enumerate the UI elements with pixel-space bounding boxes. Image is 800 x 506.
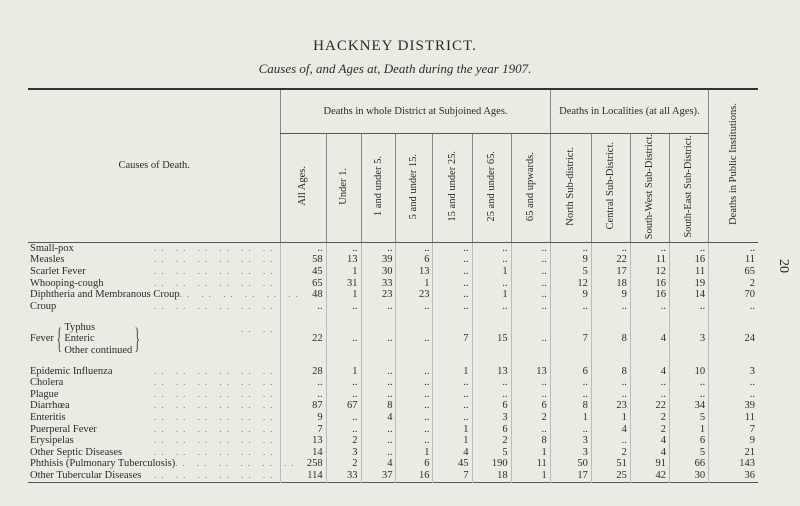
value-cell: .. <box>396 366 433 378</box>
value-cell: 39 <box>361 254 396 266</box>
value-cell: 4 <box>361 458 396 470</box>
value-cell: .. <box>550 424 591 436</box>
header-locality-col: Central Sub-District. <box>591 133 630 242</box>
value-cell: 6 <box>511 400 550 412</box>
value-cell: .. <box>511 389 550 401</box>
header-age-col: 25 and under 65. <box>472 133 511 242</box>
value-cell: 2 <box>326 458 361 470</box>
value-cell <box>472 312 511 324</box>
value-cell: .. <box>433 389 472 401</box>
value-cell: 17 <box>591 266 630 278</box>
value-cell: 3 <box>550 435 591 447</box>
value-cell: 2 <box>511 412 550 424</box>
value-cell: 2 <box>630 412 669 424</box>
value-cell: 28 <box>281 366 326 378</box>
value-cell: 9 <box>550 289 591 301</box>
value-cell: .. <box>433 266 472 278</box>
value-cell: 31 <box>326 278 361 290</box>
value-cell: 2 <box>591 447 630 459</box>
value-cell: .. <box>361 424 396 436</box>
value-cell: 8 <box>550 400 591 412</box>
value-cell <box>591 354 630 366</box>
page-title: HACKNEY DISTRICT. <box>313 38 477 54</box>
value-cell: 1 <box>433 366 472 378</box>
value-cell: 24 <box>709 324 758 354</box>
value-cell: 2 <box>630 424 669 436</box>
fever-subtype: Typhus <box>64 321 96 333</box>
value-cell: .. <box>472 389 511 401</box>
cause-cell: Diarrhœa .. .. .. .. .. .. <box>30 400 278 412</box>
value-cell: 13 <box>511 366 550 378</box>
value-cell <box>630 312 669 324</box>
value-cell: .. <box>591 301 630 313</box>
value-cell: 6 <box>396 254 433 266</box>
cause-cell: Other Septic Diseases .. .. .. .. .. .. <box>30 446 278 458</box>
fever-subtype: Other continued <box>64 344 133 356</box>
value-cell: 18 <box>472 470 511 482</box>
value-cell: 1 <box>433 435 472 447</box>
value-cell: 8 <box>591 366 630 378</box>
header-locality-col: South-West Sub-District. <box>630 133 669 242</box>
value-cell: 1 <box>396 447 433 459</box>
table-row <box>28 301 758 313</box>
value-cell: 42 <box>630 470 669 482</box>
value-cell: 19 <box>669 278 708 290</box>
value-cell: 12 <box>550 278 591 290</box>
value-cell: 5 <box>669 447 708 459</box>
value-cell: 4 <box>591 424 630 436</box>
value-cell: 11 <box>709 412 758 424</box>
value-cell: 1 <box>591 412 630 424</box>
value-cell <box>361 354 396 366</box>
value-cell: 6 <box>472 400 511 412</box>
value-cell: 23 <box>396 289 433 301</box>
table-row <box>28 470 758 482</box>
value-cell: .. <box>396 424 433 436</box>
cause-cell: Puerperal Fever .. .. .. .. .. .. <box>30 423 278 435</box>
table-row <box>28 412 758 424</box>
value-cell: 1 <box>669 424 708 436</box>
value-cell: 14 <box>281 447 326 459</box>
value-cell <box>433 354 472 366</box>
value-cell: 7 <box>433 470 472 482</box>
value-cell: .. <box>361 389 396 401</box>
cause-cell: Croup .. .. .. .. .. .. <box>30 300 278 312</box>
value-cell: .. <box>396 400 433 412</box>
value-cell: 15 <box>472 324 511 354</box>
header-age-col: 1 and under 5. <box>361 133 396 242</box>
fever-subtype: Enteric <box>64 333 95 345</box>
value-cell: 36 <box>709 470 758 482</box>
value-cell: 23 <box>591 400 630 412</box>
value-cell: 7 <box>709 424 758 436</box>
value-cell: 11 <box>511 458 550 470</box>
value-cell: .. <box>550 301 591 313</box>
value-cell: 1 <box>472 266 511 278</box>
value-cell: 16 <box>669 254 708 266</box>
header-group-localities: Deaths in Localities (at all Ages). <box>550 89 708 133</box>
value-cell: .. <box>433 242 472 254</box>
cause-cell: Erysipelas .. .. .. .. .. .. <box>30 435 278 447</box>
value-cell: 30 <box>361 266 396 278</box>
value-cell: 48 <box>281 289 326 301</box>
value-cell: 3 <box>709 366 758 378</box>
value-cell: 25 <box>591 470 630 482</box>
header-age-col: 65 and upwards. <box>511 133 550 242</box>
value-cell: 9 <box>709 435 758 447</box>
value-cell: 16 <box>630 278 669 290</box>
value-cell: 4 <box>433 447 472 459</box>
value-cell <box>511 354 550 366</box>
cause-cell: Fever { Typhus Enteric Other continued } .. .. <box>30 321 278 356</box>
value-cell: .. <box>361 447 396 459</box>
value-cell: .. <box>281 389 326 401</box>
table-row <box>28 424 758 436</box>
value-cell: .. <box>361 366 396 378</box>
value-cell <box>550 354 591 366</box>
value-cell: 8 <box>511 435 550 447</box>
value-cell: 70 <box>709 289 758 301</box>
page-subtitle: Causes of, and Ages at, Death during the year 1907. <box>258 61 532 76</box>
value-cell <box>396 312 433 324</box>
value-cell: 16 <box>396 470 433 482</box>
value-cell <box>511 312 550 324</box>
value-cell: 65 <box>709 266 758 278</box>
value-cell: 22 <box>630 400 669 412</box>
table-row <box>28 377 758 389</box>
value-cell: .. <box>281 242 326 254</box>
value-cell: .. <box>326 242 361 254</box>
value-cell: .. <box>591 377 630 389</box>
value-cell: 2 <box>326 435 361 447</box>
value-cell: .. <box>669 377 708 389</box>
value-cell: 4 <box>361 412 396 424</box>
value-cell: 1 <box>472 289 511 301</box>
value-cell: .. <box>511 377 550 389</box>
value-cell: .. <box>326 412 361 424</box>
value-cell: .. <box>361 301 396 313</box>
value-cell: 114 <box>281 470 326 482</box>
value-cell: 17 <box>550 470 591 482</box>
value-cell: .. <box>396 412 433 424</box>
value-cell <box>396 354 433 366</box>
value-cell: 1 <box>326 366 361 378</box>
value-cell: .. <box>550 242 591 254</box>
value-cell: 34 <box>669 400 708 412</box>
value-cell: .. <box>433 377 472 389</box>
header-institutions: Deaths in Public Institutions. <box>709 89 758 242</box>
value-cell: .. <box>472 242 511 254</box>
value-cell: .. <box>591 242 630 254</box>
table-row <box>28 435 758 447</box>
value-cell: 3 <box>472 412 511 424</box>
value-cell: 1 <box>326 266 361 278</box>
cause-cell: Epidemic Influenza .. .. .. .. .. .. <box>30 365 278 377</box>
value-cell: .. <box>669 242 708 254</box>
table-row <box>28 254 758 266</box>
table-row <box>28 447 758 459</box>
value-cell: .. <box>396 324 433 354</box>
value-cell <box>669 312 708 324</box>
value-cell: 1 <box>326 289 361 301</box>
value-cell: 67 <box>326 400 361 412</box>
value-cell: 11 <box>709 254 758 266</box>
value-cell: 33 <box>326 470 361 482</box>
value-cell <box>550 312 591 324</box>
value-cell: 7 <box>550 324 591 354</box>
fever-label: Fever <box>30 333 54 345</box>
value-cell: .. <box>396 301 433 313</box>
value-cell: 3 <box>550 447 591 459</box>
header-locality-col: South-East Sub-District. <box>669 133 708 242</box>
value-cell: .. <box>630 389 669 401</box>
cause-cell: Scarlet Fever .. .. .. .. .. .. <box>30 266 278 278</box>
value-cell: 12 <box>630 266 669 278</box>
value-cell: 39 <box>709 400 758 412</box>
value-cell: 5 <box>669 412 708 424</box>
value-cell: .. <box>281 301 326 313</box>
value-cell: 58 <box>281 254 326 266</box>
value-cell: .. <box>361 324 396 354</box>
table-row <box>28 278 758 290</box>
value-cell: .. <box>709 389 758 401</box>
value-cell: 13 <box>326 254 361 266</box>
value-cell: 18 <box>591 278 630 290</box>
value-cell: 2 <box>709 278 758 290</box>
value-cell: 33 <box>361 278 396 290</box>
cause-cell: Whooping-cough .. .. .. .. .. .. <box>30 277 278 289</box>
value-cell: 45 <box>281 266 326 278</box>
value-cell <box>669 354 708 366</box>
value-cell: .. <box>361 377 396 389</box>
value-cell: 143 <box>709 458 758 470</box>
header-group-ages: Deaths in whole District at Subjoined Ages. <box>281 89 550 133</box>
value-cell: 10 <box>669 366 708 378</box>
value-cell <box>281 354 326 366</box>
value-cell: .. <box>472 377 511 389</box>
table-row <box>28 242 758 254</box>
value-cell: .. <box>361 435 396 447</box>
value-cell: .. <box>433 278 472 290</box>
value-cell: 9 <box>550 254 591 266</box>
header-age-col: Under 1. <box>326 133 361 242</box>
value-cell: 66 <box>669 458 708 470</box>
value-cell: 37 <box>361 470 396 482</box>
cause-cell: Enteritis .. .. .. .. .. .. <box>30 411 278 423</box>
value-cell: .. <box>511 266 550 278</box>
value-cell: 4 <box>630 324 669 354</box>
value-cell: 9 <box>281 412 326 424</box>
value-cell: .. <box>326 301 361 313</box>
value-cell: .. <box>511 324 550 354</box>
table-row <box>28 400 758 412</box>
value-cell: .. <box>511 242 550 254</box>
table-row <box>28 366 758 378</box>
value-cell: .. <box>433 289 472 301</box>
value-cell: 45 <box>433 458 472 470</box>
value-cell: .. <box>396 377 433 389</box>
value-cell: .. <box>326 424 361 436</box>
value-cell: .. <box>281 377 326 389</box>
value-cell: 4 <box>630 447 669 459</box>
header-age-col: All Ages. <box>281 133 326 242</box>
value-cell: .. <box>591 389 630 401</box>
value-cell: .. <box>511 278 550 290</box>
value-cell: .. <box>472 254 511 266</box>
value-cell: 91 <box>630 458 669 470</box>
deaths-table <box>28 88 758 483</box>
cause-cell: Phthisis (Pulmonary Tuberculosis) .. .. .. .. .. .. <box>30 458 299 470</box>
value-cell: .. <box>396 435 433 447</box>
value-cell: 13 <box>281 435 326 447</box>
value-cell: 11 <box>630 254 669 266</box>
value-cell: .. <box>709 377 758 389</box>
value-cell: 50 <box>550 458 591 470</box>
value-cell: 7 <box>433 324 472 354</box>
page-number: 20 <box>776 259 791 273</box>
value-cell: 6 <box>550 366 591 378</box>
value-cell: .. <box>361 242 396 254</box>
value-cell: 9 <box>591 289 630 301</box>
value-cell: 1 <box>511 447 550 459</box>
value-cell: .. <box>433 412 472 424</box>
value-cell: .. <box>550 377 591 389</box>
value-cell: 21 <box>709 447 758 459</box>
table-row <box>28 389 758 401</box>
value-cell: 4 <box>630 366 669 378</box>
value-cell: 3 <box>326 447 361 459</box>
cause-cell: Plague .. .. .. .. .. .. <box>30 388 278 400</box>
value-cell <box>326 312 361 324</box>
value-cell: .. <box>433 254 472 266</box>
value-cell: 8 <box>361 400 396 412</box>
value-cell <box>361 312 396 324</box>
value-cell: 8 <box>591 324 630 354</box>
header-age-col: 5 and under 15. <box>396 133 433 242</box>
value-cell: .. <box>630 301 669 313</box>
value-cell <box>591 312 630 324</box>
value-cell: 22 <box>281 324 326 354</box>
table-row <box>28 324 758 354</box>
value-cell: 258 <box>281 458 326 470</box>
value-cell: .. <box>709 242 758 254</box>
value-cell: 2 <box>472 435 511 447</box>
value-cell: 23 <box>361 289 396 301</box>
header-locality-col: North Sub-district. <box>550 133 591 242</box>
value-cell: 65 <box>281 278 326 290</box>
value-cell <box>281 312 326 324</box>
cause-cell: Small-pox .. .. .. .. .. .. <box>30 242 278 254</box>
cause-cell: Measles .. .. .. .. .. .. <box>30 254 278 266</box>
value-cell: .. <box>630 377 669 389</box>
value-cell: 5 <box>550 266 591 278</box>
value-cell: .. <box>550 389 591 401</box>
value-cell: 1 <box>433 424 472 436</box>
value-cell <box>472 354 511 366</box>
value-cell: .. <box>591 435 630 447</box>
table-row <box>28 266 758 278</box>
value-cell: 14 <box>669 289 708 301</box>
header-causes: Causes of Death. <box>28 89 281 242</box>
value-cell: .. <box>326 389 361 401</box>
value-cell: 87 <box>281 400 326 412</box>
value-cell: 6 <box>472 424 511 436</box>
value-cell: 4 <box>630 435 669 447</box>
value-cell <box>709 312 758 324</box>
value-cell: .. <box>472 301 511 313</box>
value-cell: 7 <box>281 424 326 436</box>
value-cell: .. <box>511 301 550 313</box>
value-cell: .. <box>326 324 361 354</box>
value-cell <box>709 354 758 366</box>
value-cell: .. <box>511 424 550 436</box>
table-row <box>28 354 758 366</box>
value-cell: 1 <box>396 278 433 290</box>
value-cell: 13 <box>472 366 511 378</box>
value-cell <box>630 354 669 366</box>
value-cell: 5 <box>472 447 511 459</box>
value-cell: 16 <box>630 289 669 301</box>
value-cell: .. <box>433 301 472 313</box>
value-cell: 13 <box>396 266 433 278</box>
cause-cell: Diphtheria and Membranous Croup .. .. .. .. .. .. <box>30 289 303 301</box>
value-cell: 22 <box>591 254 630 266</box>
value-cell: 190 <box>472 458 511 470</box>
value-cell: .. <box>433 400 472 412</box>
cause-cell: Other Tubercular Diseases .. .. .. .. .. .. <box>30 469 278 481</box>
table-row <box>28 289 758 301</box>
cause-cell: Cholera .. .. .. .. .. .. <box>30 377 278 389</box>
value-cell: 6 <box>669 435 708 447</box>
value-cell: .. <box>669 389 708 401</box>
value-cell: .. <box>326 377 361 389</box>
value-cell: 6 <box>396 458 433 470</box>
value-cell: .. <box>396 242 433 254</box>
value-cell: .. <box>511 289 550 301</box>
header-age-col: 15 and under 25. <box>433 133 472 242</box>
table-row <box>28 458 758 470</box>
value-cell: .. <box>396 389 433 401</box>
value-cell: 1 <box>511 470 550 482</box>
value-cell <box>326 354 361 366</box>
value-cell: .. <box>630 242 669 254</box>
value-cell: .. <box>669 301 708 313</box>
value-cell: .. <box>709 301 758 313</box>
value-cell <box>433 312 472 324</box>
value-cell: 3 <box>669 324 708 354</box>
value-cell: 51 <box>591 458 630 470</box>
value-cell: 11 <box>669 266 708 278</box>
value-cell: 1 <box>550 412 591 424</box>
value-cell: 30 <box>669 470 708 482</box>
value-cell: .. <box>472 278 511 290</box>
value-cell: .. <box>511 254 550 266</box>
